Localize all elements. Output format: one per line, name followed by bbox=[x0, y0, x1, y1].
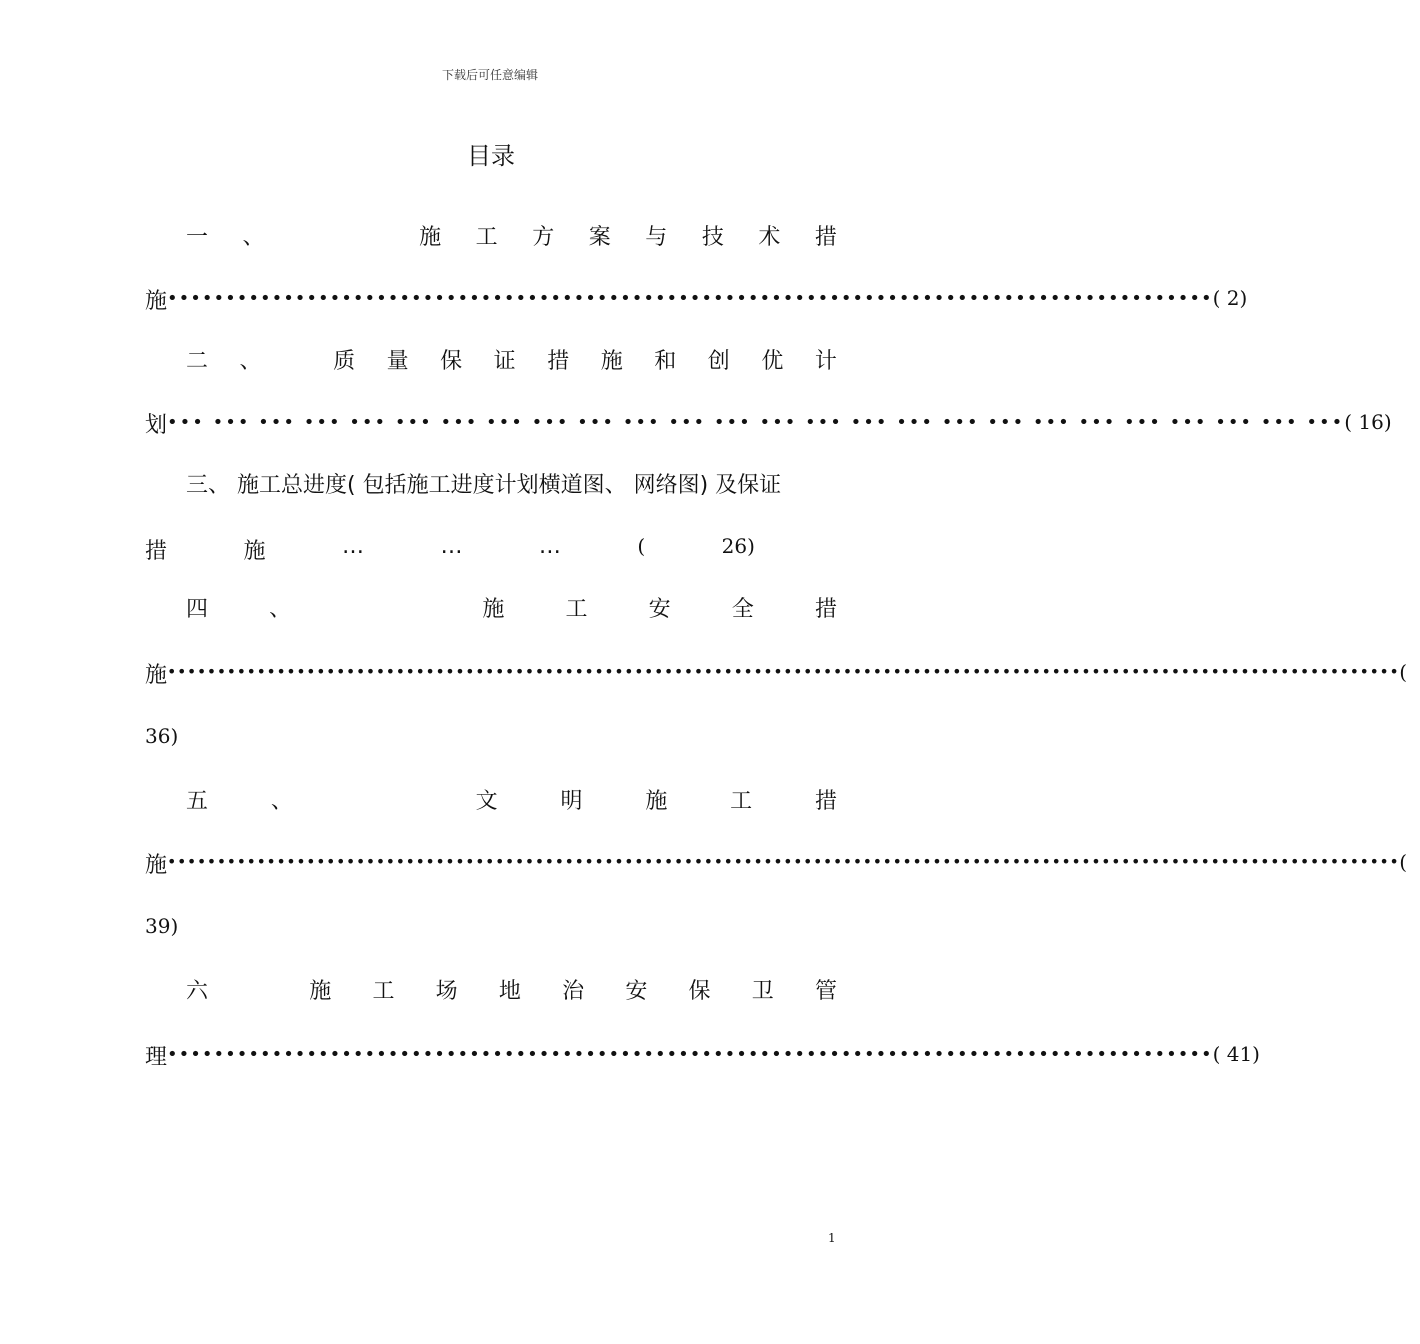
toc-char: 施 bbox=[419, 225, 442, 250]
toc-page-ref: ( bbox=[637, 534, 646, 558]
toc-entry-5-page[interactable]: 39) bbox=[145, 914, 179, 938]
toc-char: 、 bbox=[242, 225, 265, 250]
toc-entry-4-line2[interactable] bbox=[145, 658, 1408, 688]
toc-entry-5-line2[interactable] bbox=[145, 848, 1408, 878]
toc-char: 、 bbox=[269, 597, 292, 622]
toc-char: 工 bbox=[475, 225, 498, 250]
toc-entry-lead: 施 bbox=[145, 663, 168, 688]
toc-char: 六 bbox=[186, 979, 209, 1004]
toc-page-ref: 26) bbox=[721, 534, 755, 558]
toc-char: 工 bbox=[730, 789, 753, 814]
toc-page-ref: ( bbox=[1399, 660, 1408, 684]
toc-char: 二 bbox=[186, 349, 209, 374]
leader-dots: •••••••••••••••••••••••••••••••••••••••••••••••••••••••••••••••••••••••••••••••••••••••••••••••••••••••••••••••••••••••••••• bbox=[167, 662, 1400, 681]
toc-char: 证 bbox=[493, 349, 516, 374]
toc-char: 安 bbox=[625, 979, 648, 1004]
toc-char: 创 bbox=[707, 349, 730, 374]
toc-char: 施 bbox=[645, 789, 668, 814]
toc-char: 管 bbox=[814, 979, 837, 1004]
toc-char: 施 bbox=[243, 539, 266, 564]
toc-char: 四 bbox=[186, 597, 209, 622]
toc-char: 施 bbox=[600, 349, 623, 374]
toc-title: 目录 bbox=[467, 142, 515, 170]
toc-char: 保 bbox=[440, 349, 463, 374]
toc-char: 文 bbox=[475, 789, 498, 814]
leader-dots: … bbox=[440, 534, 463, 559]
toc-char: 措 bbox=[814, 225, 837, 250]
leader-dots: … bbox=[341, 534, 364, 559]
toc-char: 、 bbox=[239, 349, 262, 374]
toc-entry-4-page[interactable]: 36) bbox=[145, 724, 179, 748]
leader-dots: ••• ••• ••• ••• ••• ••• ••• ••• ••• ••• ••• ••• ••• ••• ••• ••• ••• ••• ••• ••• ••• ••• ••• ••• ••• ••• bbox=[167, 412, 1345, 433]
toc-char: 措 bbox=[145, 539, 168, 564]
toc-char: 术 bbox=[758, 225, 781, 250]
toc-entry-lead: 施 bbox=[145, 853, 168, 878]
toc-entry-lead: 划 bbox=[145, 413, 168, 438]
toc-char: 地 bbox=[498, 979, 521, 1004]
toc-page-ref: ( 41) bbox=[1212, 1042, 1260, 1066]
leader-dots: •••••••••••••••••••••••••••••••••••••••••••••••••••••••••••••••••••••••••••••••••••••••••••••••••••••••••••••••••••••••••••• bbox=[167, 852, 1400, 871]
toc-char: 、 bbox=[270, 789, 293, 814]
leader-dots: … bbox=[538, 534, 561, 559]
toc-char: 计 bbox=[814, 349, 837, 374]
toc-char: 施 bbox=[309, 979, 332, 1004]
toc-char: 方 bbox=[532, 225, 555, 250]
toc-char: 五 bbox=[186, 789, 209, 814]
toc-char: 治 bbox=[562, 979, 585, 1004]
toc-char: 卫 bbox=[751, 979, 774, 1004]
toc-entry-lead: 理 bbox=[145, 1045, 168, 1070]
toc-char: 场 bbox=[435, 979, 458, 1004]
toc-page-ref: ( 16) bbox=[1344, 410, 1392, 434]
toc-char: 措 bbox=[547, 349, 570, 374]
toc-char: 和 bbox=[654, 349, 677, 374]
toc-char: 保 bbox=[688, 979, 711, 1004]
toc-char: 安 bbox=[648, 597, 671, 622]
leader-dots: •••••••••••••••••••••••••••••••••••••••••••••••••••••••••••••••••••••••••••••••••••••••••• bbox=[167, 288, 1213, 309]
page-number: 1 bbox=[828, 1231, 836, 1245]
toc-entry-6-line2[interactable] bbox=[145, 1040, 1260, 1070]
leader-dots: •••••••••••••••••••••••••••••••••••••••••••••••••••••••••••••••••••••••••••••••••••••••••• bbox=[167, 1044, 1213, 1065]
toc-char: 案 bbox=[588, 225, 611, 250]
toc-char: 优 bbox=[761, 349, 784, 374]
toc-page-ref: ( bbox=[1399, 850, 1408, 874]
toc-entry-3-line1: 三、 施工总进度( 包括施工进度计划横道图、 网络图) 及保证 bbox=[186, 473, 782, 498]
toc-entry-6-line1 bbox=[186, 974, 837, 1004]
toc-entry-1-line1 bbox=[186, 220, 837, 250]
toc-char: 全 bbox=[731, 597, 754, 622]
toc-entry-5-line1 bbox=[186, 784, 837, 814]
toc-char: 一 bbox=[186, 225, 209, 250]
toc-entry-lead: 施 bbox=[145, 289, 168, 314]
toc-page-ref: ( 2) bbox=[1212, 286, 1248, 310]
toc-char: 质 bbox=[333, 349, 356, 374]
toc-char: 工 bbox=[372, 979, 395, 1004]
toc-char: 措 bbox=[814, 789, 837, 814]
page-header: 下载后可任意编辑 bbox=[441, 68, 538, 82]
toc-entry-2-line2[interactable] bbox=[145, 408, 1392, 438]
toc-char: 量 bbox=[386, 349, 409, 374]
toc-entry-3-line2[interactable] bbox=[145, 534, 755, 564]
toc-char: 与 bbox=[645, 225, 668, 250]
toc-char: 施 bbox=[482, 597, 505, 622]
toc-char: 明 bbox=[560, 789, 583, 814]
toc-entry-1-line2[interactable] bbox=[145, 284, 1248, 314]
toc-char: 工 bbox=[565, 597, 588, 622]
toc-char: 措 bbox=[814, 597, 837, 622]
toc-entry-4-line1 bbox=[186, 592, 837, 622]
toc-char: 技 bbox=[701, 225, 724, 250]
toc-entry-2-line1 bbox=[186, 344, 837, 374]
